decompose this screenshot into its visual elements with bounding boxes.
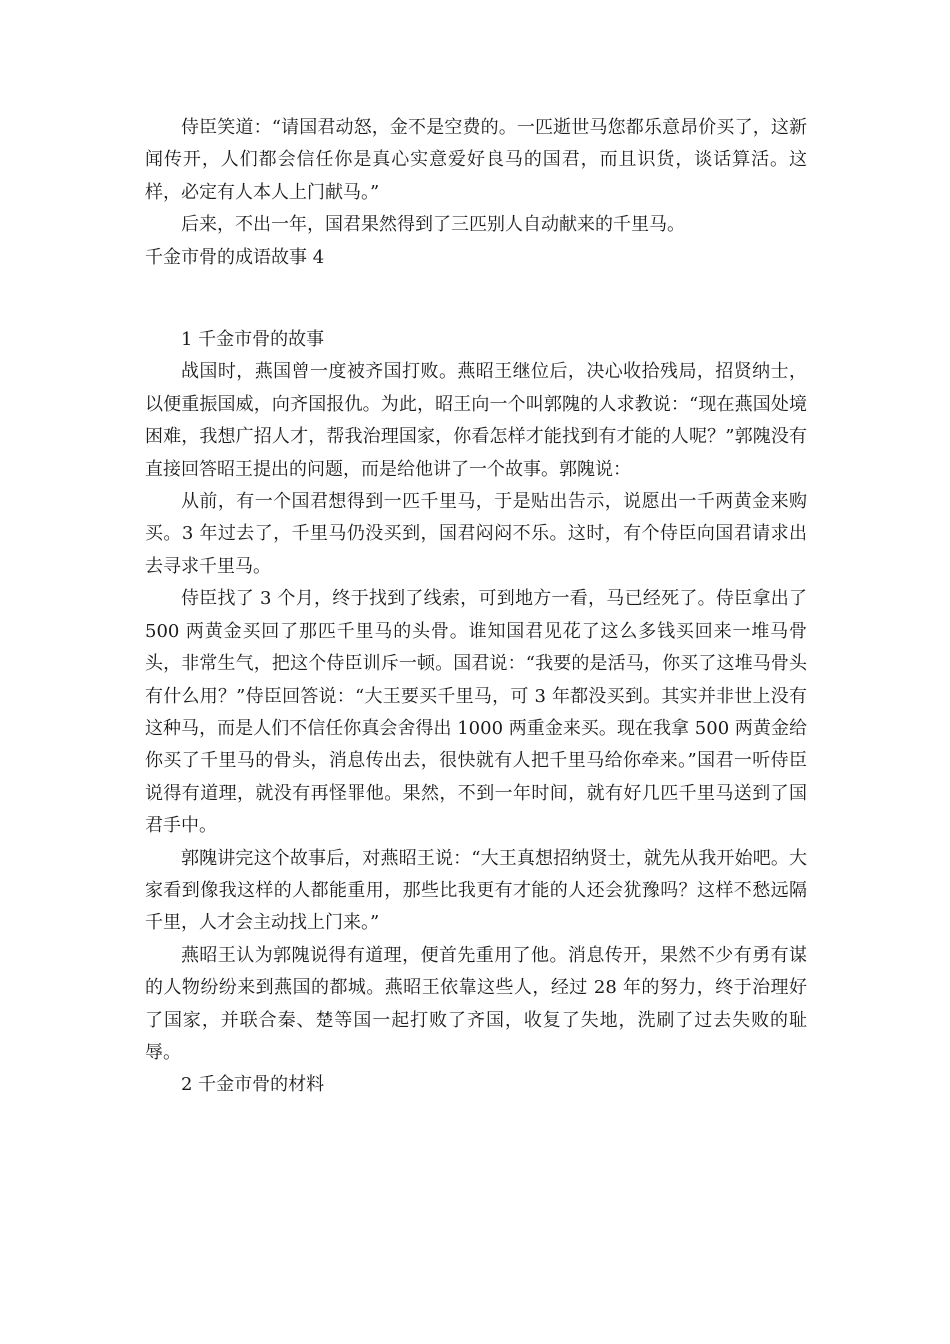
paragraph: 郭隗讲完这个故事后，对燕昭王说：“大王真想招纳贤士，就先从我开始吧。大家看到像我这样的人都能重用，那些比我更有才能的人还会犹豫吗？这样不愁远隔千里，人才会主动找上门来。” (145, 847, 807, 934)
paragraph: 从前，有一个国君想得到一匹千里马，于是贴出告示，说愿出一千两黄金来购买。3 年过去了，千里马仍没买到，国君闷闷不乐。这时，有个侍臣向国君请求出去寻求千里马。 (145, 491, 807, 577)
paragraph: 侍臣笑道：“请国君动怒，金不是空费的。一匹逝世马您都乐意昂价买了，这新闻传开，人们都会信任你是真心实意爱好良马的国君，而且识货，谈话算活。这样，必定有人本人上门献马。” (145, 117, 807, 203)
paragraph: 后来，不出一年，国君果然得到了三匹别人自动献来的千里马。 (181, 214, 685, 236)
paragraph: 燕昭王认为郭隗说得有道理，便首先重用了他。消息传开，果然不少有勇有谋的人物纷纷来到燕国的都城。燕昭王依靠这些人，经过 28 年的努力，终于治理好了国家，并联合秦、楚等国一起打败了齐国，收复了失地，洗刷了过去失败的耻辱。 (145, 944, 807, 1063)
section-title: 千金市骨的成语故事 4 (145, 246, 325, 268)
document-body (145, 112, 807, 1102)
spacer (145, 274, 807, 324)
paragraph: 侍臣找了 3 个月，终于找到了线索，可到地方一看，马已经死了。侍臣拿出了 500 两黄金买回了那匹千里马的头骨。谁知国君见花了这么多钱买回来一堆马骨头，非常生气，把这个侍臣训斥一顿。国君说：“我要的是活马，你买了这堆马骨头有什么用？”侍臣回答说：“大王要买千里马，可 3 年都没买到。其实并非世上没有这种马，而是人们不信任你真会舍得出 1000 两重金来买。现在我拿 500 两黄金给你买了千里马的骨头，消息传出去，很快就有人把千里马给你牵来。”国君一听侍臣说得有道理，就没有再怪罪他。果然，不到一年时间，就有好几匹千里马送到了国君手中。 (145, 588, 807, 837)
subsection-title: 2 千金市骨的材料 (181, 1074, 325, 1096)
paragraph: 战国时，燕国曾一度被齐国打败。燕昭王继位后，决心收拾残局，招贤纳士，以便重振国威，向齐国报仇。为此，昭王向一个叫郭隗的人求教说：“现在燕国处境困难，我想广招人才，帮我治理国家，你看怎样才能找到有才能的人呢？”郭隗没有直接回答昭王提出的问题，而是给他讲了一个故事。郭隗说： (145, 361, 807, 480)
subsection-title: 1 千金市骨的故事 (181, 329, 325, 351)
